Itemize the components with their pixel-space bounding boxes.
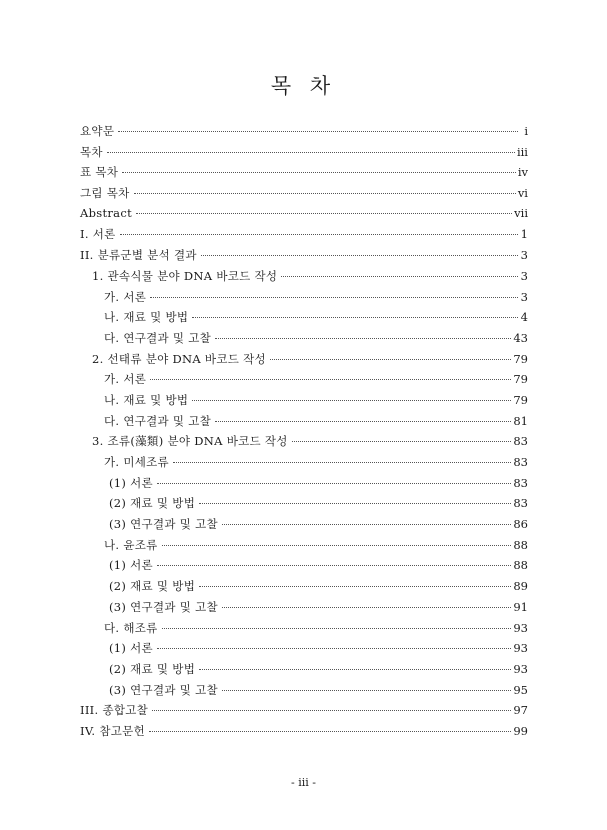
- dot-leader: [173, 462, 511, 463]
- toc-entry-title: (3) 연구결과 및 고찰: [109, 517, 218, 532]
- toc-entry-page: 93: [513, 641, 528, 656]
- toc-entry-title: (2) 재료 및 방법: [109, 661, 196, 676]
- toc-entry-title: (2) 재료 및 방법: [109, 579, 196, 594]
- toc-entry-title: 2. 선태류 분야 DNA 바코드 작성: [92, 351, 266, 366]
- toc-entry-page: 81: [513, 413, 528, 428]
- toc-entry-page: 3: [520, 268, 528, 283]
- dot-leader: [162, 628, 512, 629]
- dot-leader: [152, 710, 511, 711]
- toc-entry[interactable]: [80, 413, 528, 434]
- dot-leader: [222, 690, 511, 691]
- toc-entry-page: 93: [513, 661, 528, 676]
- toc-entry[interactable]: [80, 123, 528, 144]
- toc-entry-title: 그림 목차: [80, 186, 130, 201]
- dot-leader: [149, 731, 511, 732]
- toc-entry-title: 다. 연구결과 및 고찰: [104, 330, 212, 345]
- dot-leader: [199, 586, 511, 587]
- dot-leader: [120, 234, 518, 235]
- toc-entry-page: 79: [513, 351, 528, 366]
- page-number-footer: - iii -: [291, 776, 316, 789]
- dot-leader: [157, 648, 511, 649]
- toc-entry-page: vi: [517, 186, 528, 201]
- toc-entry-page: 88: [513, 537, 528, 552]
- toc-entry[interactable]: [80, 475, 528, 496]
- toc-entry-page: 97: [513, 703, 528, 718]
- toc-entry-page: 79: [513, 372, 528, 387]
- toc-entry-page: 43: [513, 330, 528, 345]
- toc-entry[interactable]: [80, 206, 528, 227]
- toc-entry[interactable]: [80, 185, 528, 206]
- toc-entry-title: (2) 재료 및 방법: [109, 496, 196, 511]
- toc-entry[interactable]: [80, 702, 528, 723]
- toc-entry[interactable]: [80, 516, 528, 537]
- dot-leader: [192, 400, 511, 401]
- toc-entry-page: vii: [514, 205, 528, 220]
- dot-leader: [215, 338, 511, 339]
- toc-entry[interactable]: [80, 599, 528, 620]
- toc-entry[interactable]: [80, 371, 528, 392]
- toc-entry-page: 99: [513, 723, 528, 738]
- toc-entry-title: IV. 참고문헌: [80, 723, 145, 738]
- toc-entry-title: 나. 재료 및 방법: [104, 310, 189, 325]
- toc-entry-page: 83: [513, 475, 528, 490]
- toc-entry-title: II. 분류군별 분석 결과: [80, 248, 197, 263]
- toc-entry-title: 가. 서론: [104, 289, 147, 304]
- toc-entry[interactable]: [80, 682, 528, 703]
- dot-leader: [107, 152, 515, 153]
- dot-leader: [157, 483, 511, 484]
- toc-entry-page: 93: [513, 620, 528, 635]
- toc-entry-page: 83: [513, 496, 528, 511]
- toc-entry-page: 86: [513, 517, 528, 532]
- toc-entry[interactable]: [80, 351, 528, 372]
- toc-entry[interactable]: [80, 226, 528, 247]
- toc-entry-title: 목차: [80, 144, 103, 159]
- toc-entry[interactable]: [80, 723, 528, 744]
- toc-entry-page: 83: [513, 434, 528, 449]
- toc-entry-title: III. 종합고찰: [80, 703, 149, 718]
- toc-entry-title: 다. 해조류: [104, 620, 158, 635]
- toc-entry-page: iv: [517, 165, 528, 180]
- toc-entry-page: 3: [520, 289, 528, 304]
- dot-leader: [270, 359, 511, 360]
- toc-entry[interactable]: [80, 330, 528, 351]
- toc-entry-title: (1) 서론: [109, 558, 153, 573]
- toc-entry-page: 4: [520, 310, 528, 325]
- toc-entry-title: 나. 윤조류: [104, 537, 158, 552]
- toc-entry[interactable]: [80, 620, 528, 641]
- toc-entry[interactable]: [80, 392, 528, 413]
- dot-leader: [157, 565, 511, 566]
- toc-entry[interactable]: [80, 309, 528, 330]
- toc-entry[interactable]: [80, 661, 528, 682]
- dot-leader: [222, 607, 511, 608]
- dot-leader: [222, 524, 511, 525]
- dot-leader: [199, 503, 511, 504]
- toc-entry[interactable]: [80, 164, 528, 185]
- toc-entry-title: 요약문: [80, 124, 115, 138]
- toc-entry-page: 91: [513, 599, 528, 614]
- dot-leader: [134, 193, 516, 194]
- toc-entry[interactable]: [80, 268, 528, 289]
- toc-entry[interactable]: [80, 454, 528, 475]
- dot-leader: [192, 317, 518, 318]
- page-title: 목 차: [270, 74, 337, 98]
- toc-entry-title: I. 서론: [80, 227, 116, 242]
- dot-leader: [292, 441, 512, 442]
- toc-entry-title: (3) 연구결과 및 고찰: [109, 682, 218, 697]
- toc-entry-title: 1. 관속식물 분야 DNA 바코드 작성: [92, 268, 278, 283]
- dot-leader: [162, 545, 512, 546]
- toc-entry-title: (3) 연구결과 및 고찰: [109, 599, 218, 614]
- dot-leader: [122, 172, 516, 173]
- toc-entry[interactable]: [80, 289, 528, 310]
- dot-leader: [215, 421, 511, 422]
- dot-leader: [199, 669, 511, 670]
- dot-leader: [118, 131, 518, 132]
- toc-entry-title: (1) 서론: [109, 475, 153, 490]
- toc-entry-page: 88: [513, 558, 528, 573]
- toc-entry-page: 89: [513, 579, 528, 594]
- table-of-contents: [80, 123, 528, 744]
- toc-entry-page: i: [524, 124, 528, 138]
- dot-leader: [150, 379, 511, 380]
- toc-entry-title: 3. 조류(藻類) 분야 DNA 바코드 작성: [92, 434, 288, 449]
- dot-leader: [281, 276, 518, 277]
- toc-entry[interactable]: [80, 495, 528, 516]
- toc-entry-page: 3: [520, 248, 528, 263]
- toc-entry-page: 79: [513, 392, 528, 407]
- dot-leader: [150, 297, 518, 298]
- toc-entry-page: 95: [513, 682, 528, 697]
- toc-entry-title: 나. 재료 및 방법: [104, 392, 189, 407]
- toc-entry-title: (1) 서론: [109, 641, 153, 656]
- dot-leader: [136, 213, 512, 214]
- toc-entry-page: 1: [520, 227, 528, 242]
- toc-entry[interactable]: [80, 640, 528, 661]
- toc-entry[interactable]: [80, 557, 528, 578]
- toc-entry-title: 가. 서론: [104, 372, 147, 387]
- dot-leader: [201, 255, 518, 256]
- toc-entry[interactable]: [80, 537, 528, 558]
- toc-entry-title: 가. 미세조류: [104, 455, 169, 469]
- toc-entry-page: iii: [516, 144, 528, 159]
- toc-entry-title: 다. 연구결과 및 고찰: [104, 413, 212, 428]
- toc-entry[interactable]: [80, 247, 528, 268]
- toc-entry[interactable]: [80, 144, 528, 165]
- toc-entry-page: 83: [513, 455, 528, 469]
- toc-entry[interactable]: [80, 578, 528, 599]
- toc-entry-title: 표 목차: [80, 165, 119, 180]
- toc-entry-title: Abstract: [80, 205, 133, 220]
- toc-entry[interactable]: [80, 433, 528, 454]
